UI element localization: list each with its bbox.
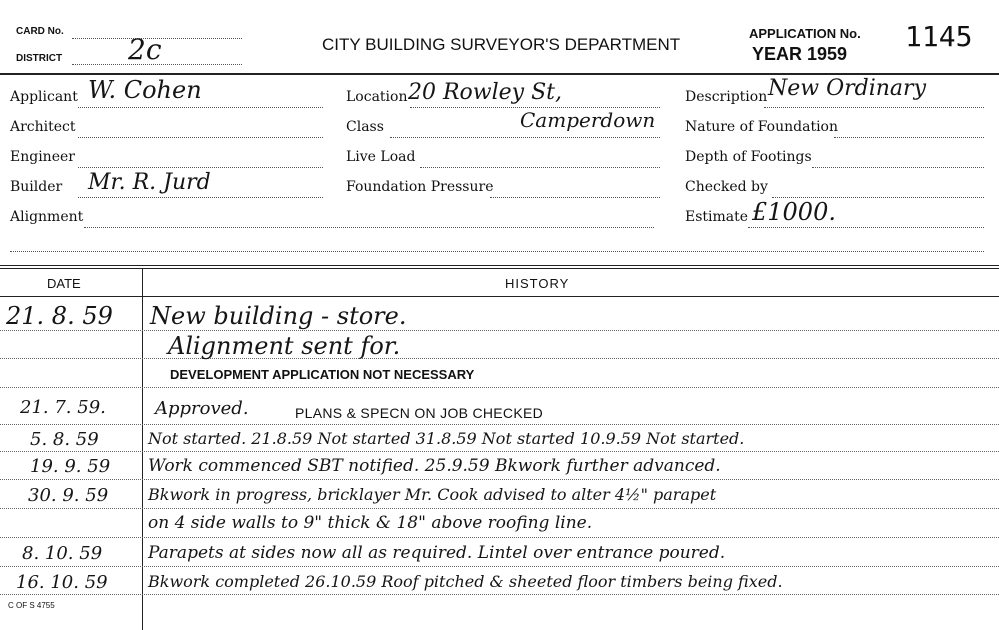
history-rule: [0, 537, 999, 538]
engineer-line: [78, 167, 323, 168]
district-value: 2c: [128, 33, 162, 66]
history-date: 16. 10. 59: [16, 572, 108, 593]
live-load-label: Live Load: [346, 149, 416, 165]
history-entry-typed: PLANS & SPECN ON JOB CHECKED: [295, 405, 544, 421]
applicant-line: [78, 107, 323, 108]
history-rule: [0, 330, 999, 331]
class-label: Class: [346, 119, 384, 135]
history-entry-text: Bkwork in progress, bricklayer Mr. Cook advised to alter 4½" parapet: [148, 485, 717, 504]
date-column-divider: [142, 268, 143, 630]
history-date: 30. 9. 59: [28, 485, 109, 506]
history-rule: [0, 594, 999, 595]
history-date: 19. 9. 59: [30, 456, 111, 477]
foundation-pressure-label: Foundation Pressure: [346, 179, 494, 195]
history-top-rule-1: [0, 265, 999, 266]
depth-of-footings-label: Depth of Footings: [685, 149, 812, 165]
card-no-label: CARD No.: [16, 26, 64, 37]
history-entry-text: on 4 side walls to 9" thick & 18" above roofing line.: [148, 513, 593, 533]
description-line: [764, 107, 984, 108]
history-rule: [0, 387, 999, 388]
nature-of-foundation-label: Nature of Foundation: [685, 119, 838, 135]
nature-line: [834, 137, 984, 138]
engineer-label: Engineer: [10, 149, 75, 165]
foundation-pressure-line: [490, 197, 660, 198]
date-column-header: DATE: [47, 276, 81, 291]
description-label: Description: [685, 89, 768, 105]
history-date: 21. 7. 59.: [20, 397, 106, 418]
alignment-line: [84, 227, 654, 228]
location-value: 20 Rowley St,: [408, 80, 563, 105]
estimate-label: Estimate: [685, 209, 749, 225]
live-load-line: [420, 167, 660, 168]
history-entry-text: Not started. 21.8.59 Not started 31.8.59 Not started 10.9.59 Not started.: [148, 429, 745, 448]
estimate-line: [748, 227, 984, 228]
history-top-rule-2: [0, 268, 999, 269]
location-value-2: Camperdown: [520, 108, 656, 132]
checked-by-label: Checked by: [685, 179, 768, 195]
history-date: 5. 8. 59: [30, 429, 99, 450]
builder-value: Mr. R. Jurd: [88, 170, 211, 195]
history-rule: [0, 508, 999, 509]
applicant-value: W. Cohen: [88, 76, 202, 104]
builder-label: Builder: [10, 179, 63, 195]
history-rule: [0, 451, 999, 452]
architect-line: [78, 137, 323, 138]
estimate-value: £1000.: [752, 198, 836, 226]
header-rule: [0, 73, 999, 75]
history-entry-text: Approved.: [155, 398, 249, 419]
history-date: 21. 8. 59: [6, 302, 113, 330]
form-code: C OF S 4755: [8, 601, 55, 610]
class-line: [390, 137, 660, 138]
history-entry-text: Alignment sent for.: [168, 332, 401, 360]
application-no-label: APPLICATION No.: [749, 26, 861, 41]
application-number: 1145: [905, 20, 973, 53]
history-rule: [0, 358, 999, 359]
history-rule: [0, 566, 999, 567]
depth-line: [812, 167, 984, 168]
history-entry-text: Bkwork completed 26.10.59 Roof pitched & sheeted floor timbers being fixed.: [148, 572, 783, 591]
page-title: CITY BUILDING SURVEYOR'S DEPARTMENT: [322, 35, 681, 54]
history-date: 8. 10. 59: [22, 543, 103, 564]
builder-line: [78, 197, 323, 198]
history-entry-typed: DEVELOPMENT APPLICATION NOT NECESSARY: [170, 367, 475, 382]
history-rule: [0, 424, 999, 425]
year-label: YEAR 1959: [752, 44, 848, 64]
description-value: New Ordinary: [768, 76, 926, 101]
fields-bottom-line: [10, 251, 984, 252]
architect-label: Architect: [10, 119, 76, 135]
history-rule: [0, 479, 999, 480]
history-entry-text: Parapets at sides now all as required. Lintel over entrance poured.: [148, 543, 726, 563]
district-label: DISTRICT: [16, 53, 63, 64]
alignment-label: Alignment: [10, 209, 84, 225]
location-label: Location: [346, 89, 408, 105]
applicant-label: Applicant: [10, 89, 78, 105]
history-column-header: HISTORY: [505, 276, 570, 291]
history-entry-text: Work commenced SBT notified. 25.9.59 Bkwork further advanced.: [148, 456, 721, 476]
history-entry-text: New building - store.: [150, 302, 407, 330]
history-header-rule: [0, 296, 999, 297]
